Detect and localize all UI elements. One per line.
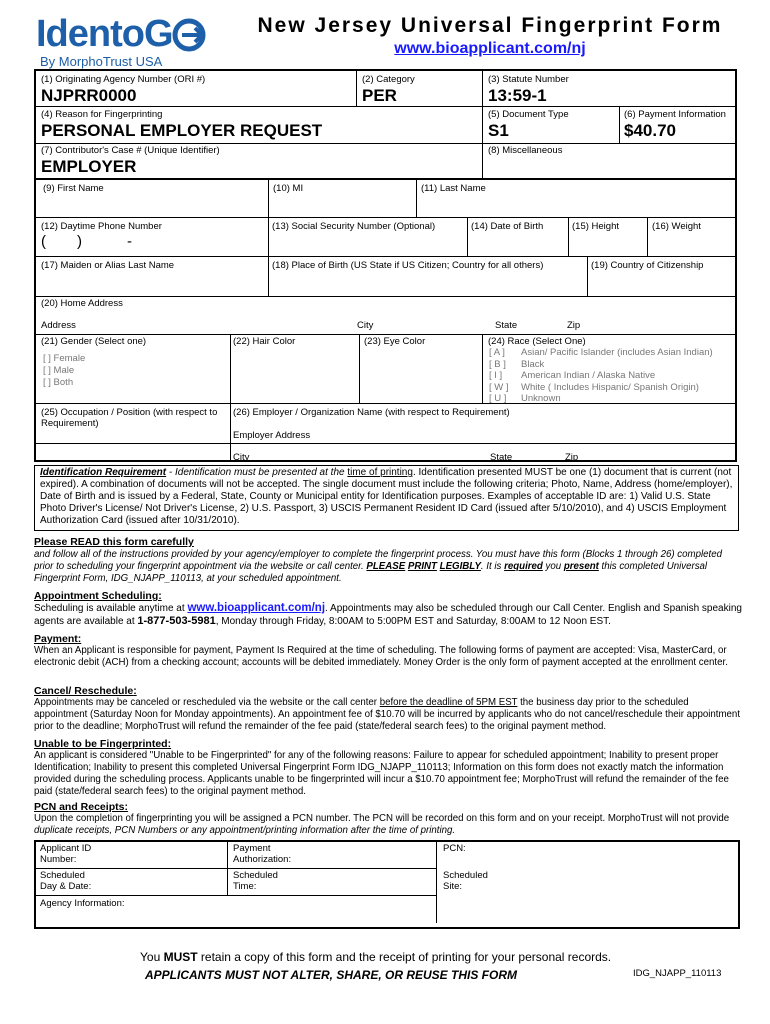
unable-text: An applicant is considered "Unable to be Fingerprinted" for any of the following reasons: Failure to appear for scheduled appointment; Inability to present proper Identification; Inability to present this completed Universal Fingerprint Form IDG_NJAPP_110113; Information on this form does not exactly match the information provided during the scheduling process. Applicants unable to be fingerprinted will incur a $10.70 appointment fee; MorphoTrust will refund the remainder of the fee paid (state/federal search fees) to the original payment method. xyxy=(34,750,729,797)
retain-copy-notice: You MUST retain a copy of this form and the receipt of printing for your personal records. xyxy=(140,950,612,964)
page-title: New Jersey Universal Fingerprint Form xyxy=(257,14,723,37)
phone-paren-close: ) xyxy=(77,233,82,250)
payment-text: When an Applicant is responsible for payment, Payment Is Required at the time of scheduling. The following forms of payment are accepted: Visa, MasterCard, or electronic debit (ACH) from a checking account; accounts will be debited immediately. Money Order is the only form of payment accepted at the enrollment center. xyxy=(34,645,728,668)
middle-initial-field[interactable] xyxy=(268,195,413,215)
case-number-label: (7) Contributor's Case # (Unique Identifier) xyxy=(41,145,220,156)
document-type-value[interactable]: S1 xyxy=(488,121,509,140)
miscellaneous-field[interactable] xyxy=(488,157,733,177)
office-use-table xyxy=(34,840,740,929)
race-code[interactable]: [ B ] xyxy=(489,358,506,370)
statute-number-value[interactable]: 13:59-1 xyxy=(488,86,547,105)
scheduling-heading: Appointment Scheduling: xyxy=(34,590,162,602)
header-url-link[interactable]: www.bioapplicant.com/nj xyxy=(394,40,586,57)
form-code: IDG_NJAPP_110113 xyxy=(633,968,722,979)
address-sublabel: Address xyxy=(41,320,76,331)
scheduling-text: Scheduling is available anytime at www.bioapplicant.com/nj. Appointments may also be scheduled through our Call Center. English and Spanish speaking agents are available at 1-877-503-5981, Monday through Friday, 8:00AM to 5:00PM EST and Saturday, 8:00AM to 12 Noon EST. xyxy=(34,602,742,627)
phone-label: (12) Daytime Phone Number xyxy=(41,221,162,232)
city-sublabel: City xyxy=(357,320,374,331)
scheduled-time-label-line2: Time: xyxy=(233,881,257,892)
dob-label: (14) Date of Birth xyxy=(471,221,544,232)
employer-address-label: Employer Address xyxy=(233,430,311,441)
cancel-text: Appointments may be canceled or rescheduled via the website or the call center before the deadline of 5PM EST the business day prior to the scheduled appointment (Saturday Noon for Monday appointments). An appointment fee of $10.70 will be incurred by applicants who do not cancel/reschedule their appointment prior to the deadline; MorphoTrust will refund the remainder of the fee paid (state/federal search fees) to the original payment method. xyxy=(34,697,741,732)
ori-number-value[interactable]: NJPRR0000 xyxy=(41,86,137,105)
reason-label: (4) Reason for Fingerprinting xyxy=(41,109,163,120)
case-number-value[interactable]: EMPLOYER xyxy=(41,157,137,176)
category-label: (2) Category xyxy=(362,74,415,85)
applicant-id-label: Applicant ID xyxy=(40,843,92,854)
citizenship-label: (19) Country of Citizenship xyxy=(591,260,704,271)
logo-arrow-icon xyxy=(172,18,210,52)
applicant-id-label-line2: Number: xyxy=(40,854,77,865)
pcn-field-label: PCN: xyxy=(443,843,466,854)
employer-state-label: State xyxy=(490,452,513,463)
last-name-field[interactable] xyxy=(417,195,732,215)
gender-option-both[interactable]: [ ] Both xyxy=(43,377,74,388)
read-carefully-heading: Please READ this form carefully xyxy=(34,536,194,548)
cancel-heading: Cancel/ Reschedule: xyxy=(34,685,137,697)
miscellaneous-label: (8) Miscellaneous xyxy=(488,145,563,156)
occupation-label: (25) Occupation / Position (with respect to xyxy=(41,407,218,418)
scheduled-site-label-line2: Site: xyxy=(443,881,463,892)
read-carefully-text: and follow all of the instructions provided by your agency/employer to complete the fingerprint process. You must have this form (Blocks 1 through 26) completed prior to scheduling your fingerprint appointment via the website or call center. PLEASE PRINT LEGIBLY. It is required you present this completed Universal Fingerprint Form, IDG_NJAPP_110113, at your scheduled appointment. xyxy=(34,549,722,584)
pcn-heading: PCN and Receipts: xyxy=(34,801,128,813)
payment-heading: Payment: xyxy=(34,633,82,645)
race-code[interactable]: [ I ] xyxy=(489,370,503,381)
unable-heading: Unable to be Fingerprinted: xyxy=(34,738,172,750)
race-code[interactable]: [ A ] xyxy=(489,347,505,358)
first-name-label: (9) First Name xyxy=(43,183,104,194)
payment-auth-label: Payment xyxy=(233,843,271,854)
scheduled-site-label: Scheduled xyxy=(443,870,488,881)
document-type-label: (5) Document Type xyxy=(488,109,569,120)
ssn-label: (13) Social Security Number (Optional) xyxy=(272,221,436,232)
race-code[interactable]: [ U ] xyxy=(489,393,507,404)
payment-info-label: (6) Payment Information xyxy=(624,109,726,120)
payment-auth-label-line2: Authorization: xyxy=(233,854,292,865)
identogo-logo xyxy=(36,13,216,69)
middle-initial-label: (10) MI xyxy=(273,183,304,194)
payment-info-value[interactable]: $40.70 xyxy=(624,121,676,140)
race-label: (24) Race (Select One) xyxy=(488,336,586,347)
do-not-alter-warning: APPLICANTS MUST NOT ALTER, SHARE, OR REUSE THIS FORM xyxy=(145,968,518,982)
first-name-field[interactable] xyxy=(36,195,266,215)
zip-sublabel: Zip xyxy=(567,320,581,331)
statute-number-label: (3) Statute Number xyxy=(488,74,569,85)
phone-dash: - xyxy=(127,233,132,250)
employer-name-label: (26) Employer / Organization Name (with respect to Requirement) xyxy=(233,407,510,418)
reason-value[interactable]: PERSONAL EMPLOYER REQUEST xyxy=(41,121,323,140)
race-option: American Indian / Alaska Native xyxy=(521,370,656,381)
pcn-text: Upon the completion of fingerprinting you will be assigned a PCN number. The PCN will be recorded on this form and on your receipt. MorphoTrust will not provide duplicate receipts, PCN Numbers or any appointment/printing information after the time of printing. xyxy=(34,813,730,836)
maiden-name-label: (17) Maiden or Alias Last Name xyxy=(41,260,175,271)
state-sublabel: State xyxy=(495,320,518,331)
eye-color-label: (23) Eye Color xyxy=(364,336,426,347)
agency-info-label: Agency Information: xyxy=(40,898,125,909)
race-code[interactable]: [ W ] xyxy=(489,381,509,393)
gender-option-male[interactable]: [ ] Male xyxy=(43,365,75,376)
weight-label: (16) Weight xyxy=(652,221,701,232)
home-address-label: (20) Home Address xyxy=(41,298,123,309)
category-value[interactable]: PER xyxy=(362,86,397,105)
gender-label: (21) Gender (Select one) xyxy=(41,336,147,347)
hair-color-label: (22) Hair Color xyxy=(233,336,296,347)
race-option: Black xyxy=(521,358,545,370)
race-option: Asian/ Pacific Islander (includes Asian Indian) xyxy=(521,347,713,358)
phone-paren-open: ( xyxy=(41,233,46,250)
bioapplicant-link[interactable]: www.bioapplicant.com/nj xyxy=(187,602,326,614)
scheduled-day-label: Scheduled xyxy=(40,870,85,881)
employer-city-label: City xyxy=(233,452,250,463)
race-option: White ( Includes Hispanic/ Spanish Origin) xyxy=(521,381,699,393)
place-of-birth-label: (18) Place of Birth (US State if US Citizen; Country for all others) xyxy=(272,260,544,271)
ori-number-label: (1) Originating Agency Number (ORI #) xyxy=(41,74,206,85)
race-option: Unknown xyxy=(521,393,561,404)
employer-zip-label: Zip xyxy=(565,452,579,463)
gender-option-female[interactable]: [ ] Female xyxy=(43,353,86,364)
scheduled-time-label: Scheduled xyxy=(233,870,278,881)
call-center-phone: 1-877-503-5981 xyxy=(137,615,216,627)
logo-tagline: By MorphoTrust USA xyxy=(40,54,163,69)
logo-text: IdentoG xyxy=(36,13,173,55)
occupation-label-line2: Requirement) xyxy=(41,418,99,429)
height-label: (15) Height xyxy=(572,221,619,232)
scheduled-day-label-line2: Day & Date: xyxy=(40,881,92,892)
identification-requirement-text: Identification Requirement - Identification must be presented at the time of printing. Identification presented MUST be one (1) document that is current (not expired). A combination of documents will not be accepted. The single document must include the following criteria; Photo, Name, Address (home/employer), Date of Birth and is issued by a Federal, State, County or Municipal entity for Identification purposes. Examples of acceptable ID are: 1) Valid U.S. State Photo Driver's License/ Not Driver's License, 2) U.S. Passport, 3) USCIS Permanent Resident ID Card (issued after 5/10/2010), and 4) USCIS Employment Authorization Card (issued after 10/31/2010). xyxy=(40,467,733,526)
last-name-label: (11) Last Name xyxy=(421,183,486,194)
